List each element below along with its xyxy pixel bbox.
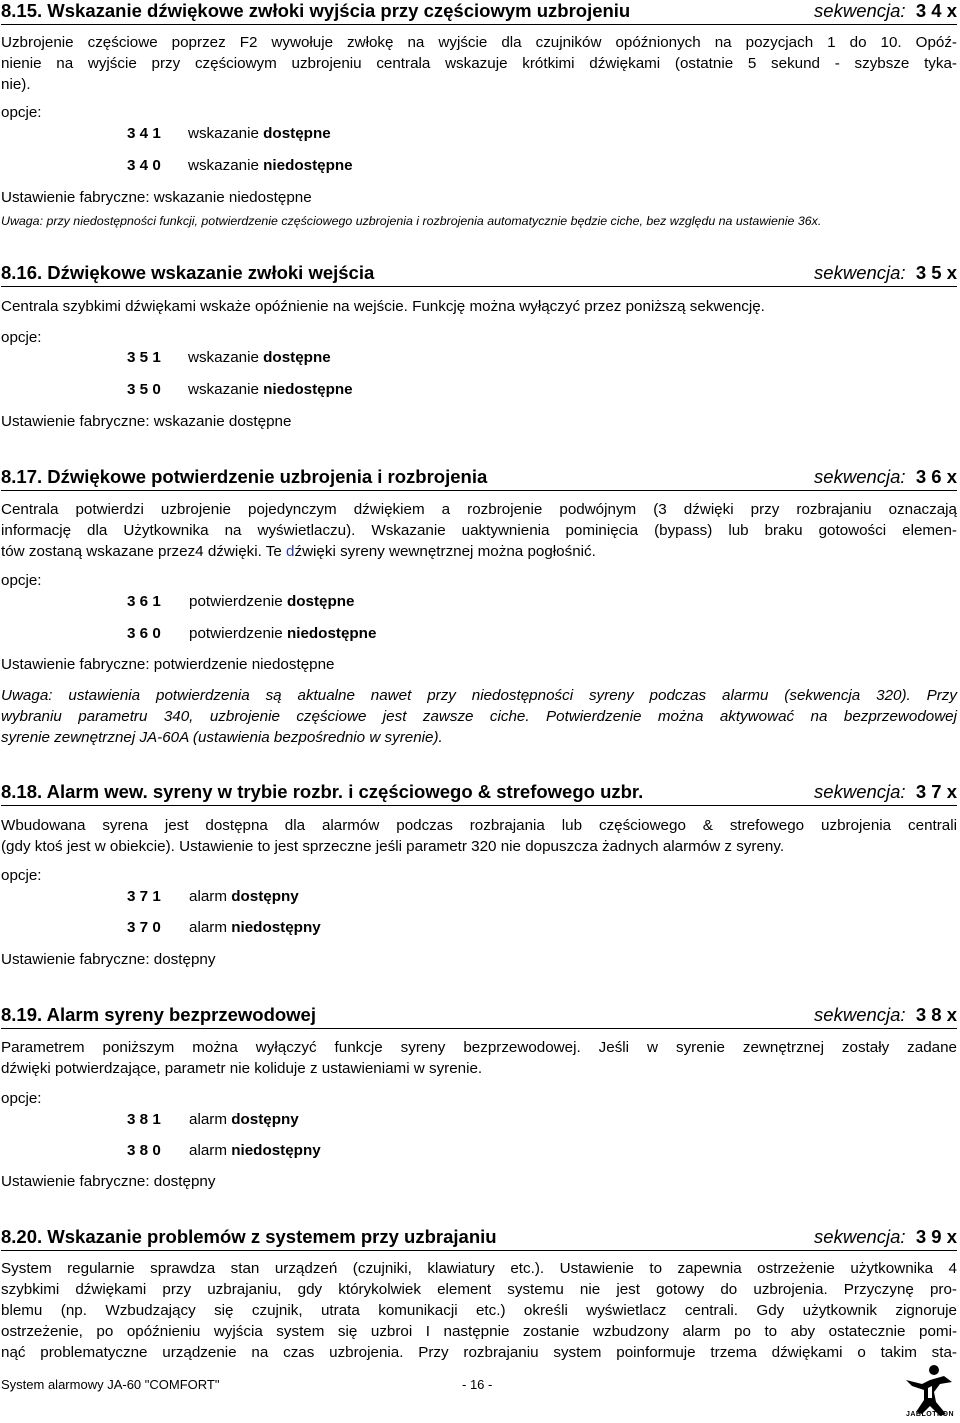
option-code: 3 4 1 (127, 125, 161, 142)
option-code: 3 6 1 (127, 593, 161, 610)
option-code: 3 8 1 (127, 1111, 161, 1128)
section-title: 8.16. Dźwiękowe wskazanie zwłoki wejścia (1, 262, 375, 283)
option-desc: potwierdzenie dostępne (189, 593, 355, 610)
section-title: 8.15. Wskazanie dźwiękowe zwłoki wyjścia przy częściowym uzbrojeniu (1, 0, 631, 21)
option-desc: potwierdzenie niedostępne (189, 625, 377, 642)
option-desc: alarm dostępny (189, 1111, 299, 1128)
section-description: Wbudowana syrena jest dostępna dla alarmów podczas rozbrajania lub częściowego & strefowego uzbrojenia centrali (gdy ktoś jest w obiekcie). Ustawienie to jest sprzeczne jeśli parametr 320 nie dopuszcza żadnych alarmów z syreny. (1, 817, 957, 855)
section-heading-8-17 (1, 466, 957, 491)
section-sequence: sekwencja: 3 6 x (814, 466, 957, 487)
section-title: 8.20. Wskazanie problemów z systemem przy uzbrajaniu (1, 1226, 497, 1247)
factory-setting: Ustawienie fabryczne: wskazanie dostępne (1, 413, 292, 430)
options-label: opcje: (1, 867, 42, 884)
section-title: 8.18. Alarm wew. syreny w trybie rozbr. i częściowego & strefowego uzbr. (1, 781, 644, 802)
section-heading-8-20 (1, 1226, 957, 1251)
option-code: 3 7 0 (127, 919, 161, 936)
section-description: Centrala szybkimi dźwiękami wskaże opóźnienie na wejście. Funkcję można wyłączyć przez poniższą sekwencję. (1, 298, 765, 315)
option-desc: wskazanie dostępne (188, 349, 331, 366)
factory-setting: Ustawienie fabryczne: dostępny (1, 1173, 216, 1190)
footer-document-title: System alarmowy JA-60 "COMFORT" (1, 1377, 220, 1392)
options-label: opcje: (1, 1090, 42, 1107)
option-code: 3 8 0 (127, 1142, 161, 1159)
note: Uwaga: przy niedostępności funkcji, potwierdzenie częściowego uzbrojenia i rozbrojenia automatycznie będzie ciche, bez względu na ustawienie 36x. (1, 214, 822, 228)
brand-logo-text: JABLOTRON (905, 1411, 955, 1418)
section-heading-8-19 (1, 1004, 957, 1029)
option-code: 3 7 1 (127, 888, 161, 905)
section-sequence: sekwencja: 3 4 x (814, 0, 957, 21)
options-label: opcje: (1, 329, 42, 346)
option-code: 3 4 0 (127, 157, 161, 174)
option-code: 3 5 0 (127, 381, 161, 398)
section-description: Parametrem poniższym można wyłączyć funkcje syreny bezprzewodowej. Jeśli w syrenie zewnętrznej zostały zadane dźwięki potwierdzające, parametr nie koliduje z ustawieniami w syrenie. (1, 1039, 957, 1077)
section-description: Centrala potwierdzi uzbrojenie pojedynczym dźwiękiem a rozbrojenie podwójnym (3 dźwięki przy rozbrajaniu oznaczają informację dla Użytkownika na wyświetlaczu). Wskazanie uaktywnienia pominięcia (bypass) lub braku gotowości elemen- tów zostaną wskazane przez4 dźwięki. Te dźwięki syreny wewnętrznej można pogłośnić. (1, 501, 957, 560)
factory-setting: Ustawienie fabryczne: potwierdzenie niedostępne (1, 656, 335, 673)
options-label: opcje: (1, 104, 42, 121)
factory-setting: Ustawienie fabryczne: dostępny (1, 951, 216, 968)
option-desc: alarm dostępny (189, 888, 299, 905)
section-heading-8-16 (1, 262, 957, 287)
section-description: Uzbrojenie częściowe poprzez F2 wywołuje zwłokę na wyjście dla czujników opóźnionych na pozycjach 1 do 10. Opóź- nienie na wyjście przy częściowym uzbrojeniu centrala wskazuje krótkimi dźwiękami (ostatnie 5 sekund - szybsze tyka- nie). (1, 34, 957, 93)
note: Uwaga: ustawienia potwierdzenia są aktualne nawet przy niedostępności syreny podczas alarmu (sekwencja 320). Przy wybraniu parametru 340, uzbrojenie częściowe jest zawsze ciche. Potwierdzenie można aktywować na bezprzewodowej syrenie zewnętrznej JA-60A (ustawienia bezpośrednio w syrenie). (1, 687, 957, 746)
factory-setting: Ustawienie fabryczne: wskazanie niedostępne (1, 189, 312, 206)
option-code: 3 6 0 (127, 625, 161, 642)
section-title: 8.17. Dźwiękowe potwierdzenie uzbrojenia i rozbrojenia (1, 466, 488, 487)
section-sequence: sekwencja: 3 5 x (814, 262, 957, 283)
option-desc: wskazanie niedostępne (188, 157, 353, 174)
option-desc: alarm niedostępny (189, 1142, 321, 1159)
section-description: System regularnie sprawdza stan urządzeń (czujniki, klawiatury etc.). Ustawienie to zapewnia ostrzeżenie użytkownika 4 szybkimi dźwiękami przy uzbrajaniu, gdy którykolwiek element systemu nie jest gotowy do uzbrojenia. Przyczynę pro- blemu (np. Wzbudzający się czujnik, utrata komunikacji etc.) określi wyświetlacz centrali. Gdy użytkownik zignoruje ostrzeżenie, po opóźnieniu wyjścia system się uzbroi I następnie zostanie wzbudzony alarm po to aby ostatecznie pomi- nąć problematyczne urządzenie na czas uzbrojenia. Przy rozbrajaniu system poinformuje trzema dźwiękami o takim sta- (1, 1260, 957, 1361)
section-sequence: sekwencja: 3 7 x (814, 781, 957, 802)
option-code: 3 5 1 (127, 349, 161, 366)
options-label: opcje: (1, 572, 42, 589)
section-heading-8-18 (1, 781, 957, 806)
section-sequence: sekwencja: 3 9 x (814, 1226, 957, 1247)
option-desc: wskazanie dostępne (188, 125, 331, 142)
section-heading-8-15 (1, 0, 957, 25)
option-desc: wskazanie niedostępne (188, 381, 353, 398)
section-title: 8.19. Alarm syreny bezprzewodowej (1, 1004, 316, 1025)
section-sequence: sekwencja: 3 8 x (814, 1004, 957, 1025)
page-number: - 16 - (462, 1377, 493, 1392)
option-desc: alarm niedostępny (189, 919, 321, 936)
